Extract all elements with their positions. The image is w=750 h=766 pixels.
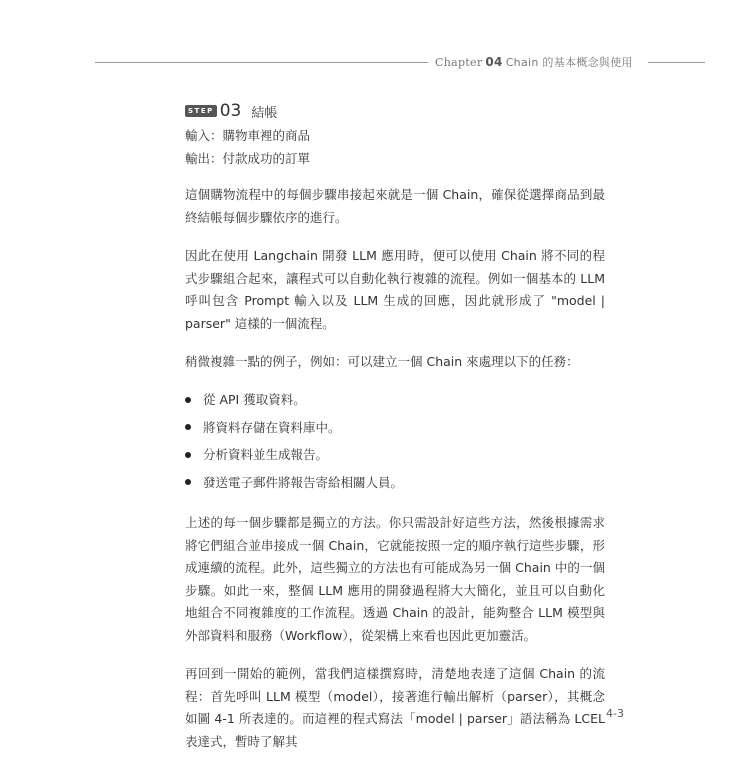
- running-header: [95, 52, 655, 72]
- list-item: [185, 414, 605, 442]
- chapter-number: 04: [485, 55, 503, 69]
- page-number: 4-3: [606, 707, 624, 720]
- bullet-icon: [185, 479, 191, 485]
- list-item-text: 發送電子郵件將報告寄給相關人員。: [203, 474, 404, 490]
- list-item-text: 分析資料並生成報告。: [203, 447, 329, 462]
- list-item: [185, 441, 605, 469]
- step-output: 輸出：付款成功的訂單: [185, 151, 311, 166]
- list-item: [185, 469, 605, 497]
- header-rule-right: [648, 62, 705, 63]
- paragraph-4: 上述的每一個步驟都是獨立的方法。你只需設計好這些方法，然後根據需求將它們組合並串接成一個 Chain，它就能按照一定的順序執行這些步驟，形成連續的流程。此外，這些獨立的方法也有可能成為另一個 Chain 中的一個步驟。如此一來，整個 LLM 應用的開發過程將大大簡化，並且可以自動化地組合不同複雜度的工作流程。透過 Chain 的設計，能夠整合 LLM 模型與外部資料和服務（Workflow），從架構上來看也因此更加靈活。: [185, 515, 605, 643]
- step-input: 輸入：購物車裡的商品: [185, 128, 311, 143]
- paragraph-3: 稍微複雜一點的例子，例如：可以建立一個 Chain 來處理以下的任務：: [185, 354, 579, 369]
- bullet-icon: [185, 397, 191, 403]
- bullet-icon: [185, 452, 191, 458]
- chapter-title: Chain 的基本概念與使用: [505, 56, 633, 69]
- paragraph-2: 因此在使用 Langchain 開發 LLM 應用時，便可以使用 Chain 將不同的程式步驟組合起來，讓程式可以自動化執行複雜的流程。例如一個基本的 LLM 呼叫包含 Prompt 輸入以及 LLM 生成的回應，因此就形成了 "model | parser" 這樣的一個流程。: [185, 248, 605, 331]
- list-item: [185, 386, 605, 414]
- paragraph-1: 這個購物流程中的每個步驟串接起來就是一個 Chain，確保從選擇商品到最終結帳每個步驟依序的進行。: [185, 187, 605, 225]
- list-item-text: 從 API 獲取資料。: [203, 392, 306, 407]
- step-badge: STEP: [185, 105, 217, 117]
- list-item-text: 將資料存儲在資料庫中。: [203, 419, 341, 435]
- paragraph-5: 再回到一開始的範例，當我們這樣撰寫時，清楚地表達了這個 Chain 的流程：首先呼叫 LLM 模型（model），接著進行輸出解析（parser），其概念如圖 4-1 所表達的。而這裡的程式寫法「model | parser」語法稱為 LCEL 表達式，暫時了解其: [185, 666, 605, 749]
- header-rule-left: [95, 62, 428, 63]
- task-list: [185, 386, 605, 496]
- chapter-word: Chapter: [435, 56, 483, 69]
- step-number: 03: [219, 101, 242, 121]
- page-body: [185, 98, 605, 766]
- step-heading: [185, 98, 605, 124]
- bullet-icon: [185, 424, 191, 430]
- step-title: 結帳: [251, 105, 278, 121]
- chapter-heading: [435, 54, 633, 70]
